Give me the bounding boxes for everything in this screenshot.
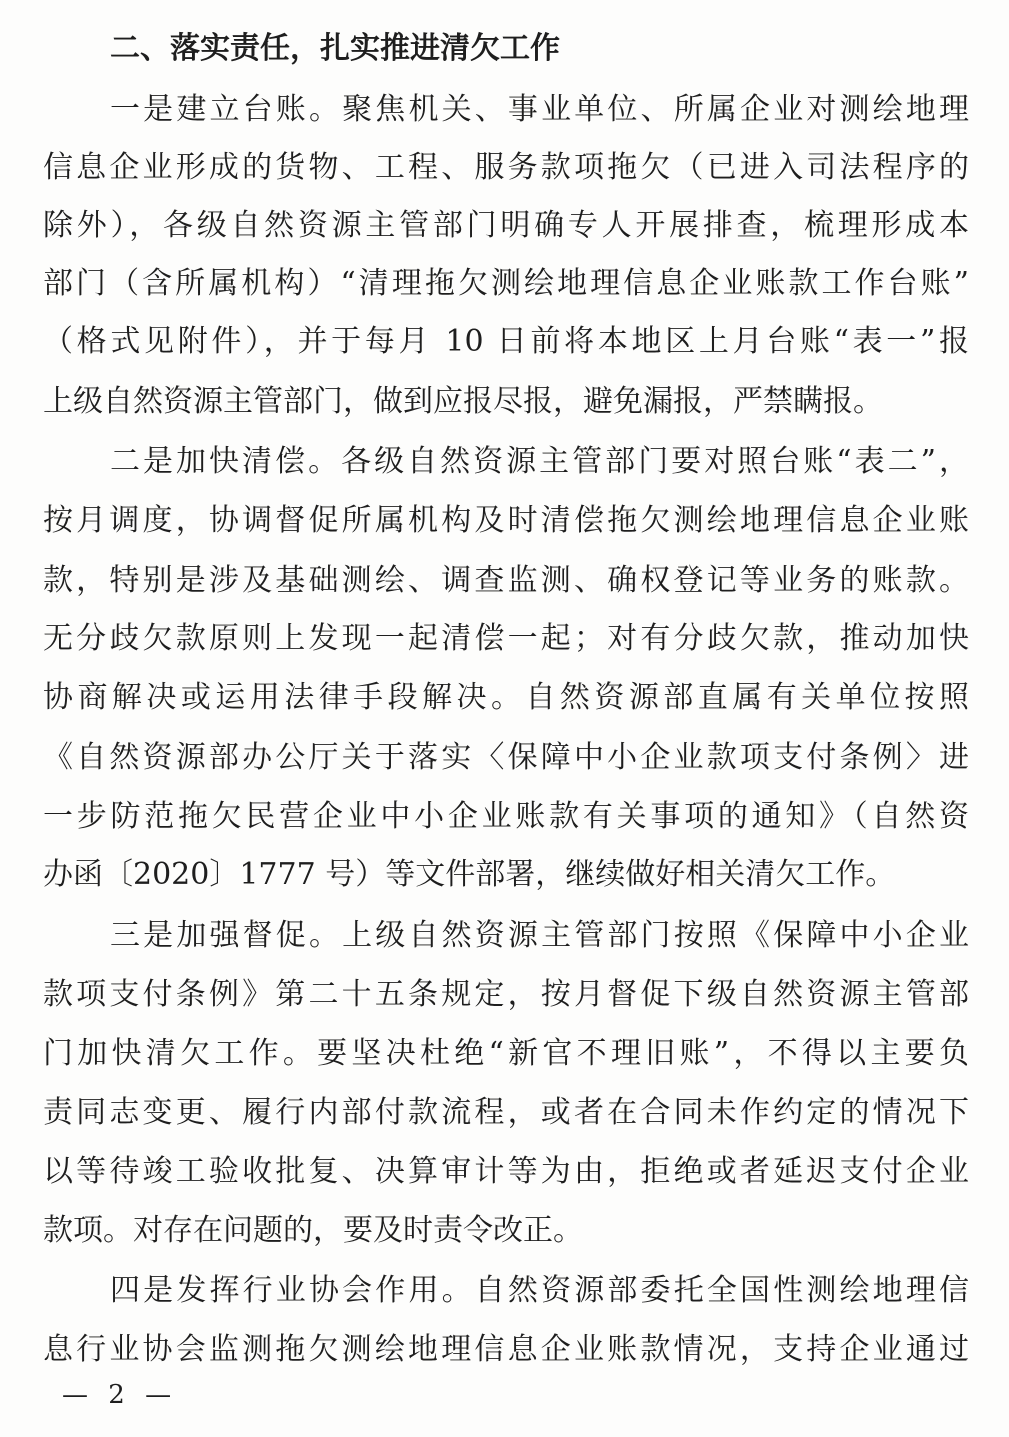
paragraph-line: 息行业协会监测拖欠测绘地理信息企业账款情况，支持企业通过	[43, 1332, 969, 1367]
paragraph-line: 信息企业形成的货物、工程、服务款项拖欠（已进入司法程序的	[43, 150, 969, 185]
paragraph-line: 责同志变更、履行内部付款流程，或者在合同未作约定的情况下	[43, 1095, 969, 1130]
paragraph-line: 协商解决或运用法律手段解决。自然资源部直属有关单位按照	[43, 680, 969, 715]
paragraph-line: 三是加强督促。上级自然资源主管部门按照《保障中小企业	[110, 918, 969, 953]
paragraph-line: 除外），各级自然资源主管部门明确专人开展排查，梳理形成本	[43, 208, 969, 243]
paragraph-line: 部门（含所属机构）“清理拖欠测绘地理信息企业账款工作台账”	[43, 266, 969, 301]
paragraph-line: 二是加快清偿。各级自然资源主管部门要对照台账“表二”，	[110, 444, 969, 479]
paragraph-line: 一步防范拖欠民营企业中小企业账款有关事项的通知》（自然资	[43, 799, 969, 834]
section-heading: 二、落实责任，扎实推进清欠工作	[110, 31, 560, 66]
page-number: — 2 —	[62, 1380, 178, 1410]
paragraph-line: 按月调度，协调督促所属机构及时清偿拖欠测绘地理信息企业账	[43, 503, 969, 538]
paragraph-line: 上级自然资源主管部门，做到应报尽报，避免漏报，严禁瞒报。	[43, 384, 883, 419]
paragraph-line: 《自然资源部办公厅关于落实〈保障中小企业款项支付条例〉进	[43, 740, 969, 775]
paragraph-line: 以等待竣工验收批复、决算审计等为由，拒绝或者延迟支付企业	[43, 1154, 969, 1189]
paragraph-line: 款项支付条例》第二十五条规定，按月督促下级自然资源主管部	[43, 977, 969, 1012]
paragraph-line: 无分歧欠款原则上发现一起清偿一起；对有分歧欠款，推动加快	[43, 621, 969, 656]
paragraph-line: （格式见附件），并于每月 10 日前将本地区上月台账“表一”报	[43, 324, 969, 359]
paragraph-line: 款项。对存在问题的，要及时责令改正。	[43, 1213, 583, 1248]
paragraph-line: 办函〔2020〕1777 号）等文件部署，继续做好相关清欠工作。	[43, 857, 896, 892]
paragraph-line: 四是发挥行业协会作用。自然资源部委托全国性测绘地理信	[110, 1273, 969, 1308]
paragraph-line: 一是建立台账。聚焦机关、事业单位、所属企业对测绘地理	[110, 92, 969, 127]
paragraph-line: 款，特别是涉及基础测绘、调查监测、确权登记等业务的账款。	[43, 563, 969, 598]
paragraph-line: 门加快清欠工作。要坚决杜绝“新官不理旧账”，不得以主要负	[43, 1036, 969, 1071]
